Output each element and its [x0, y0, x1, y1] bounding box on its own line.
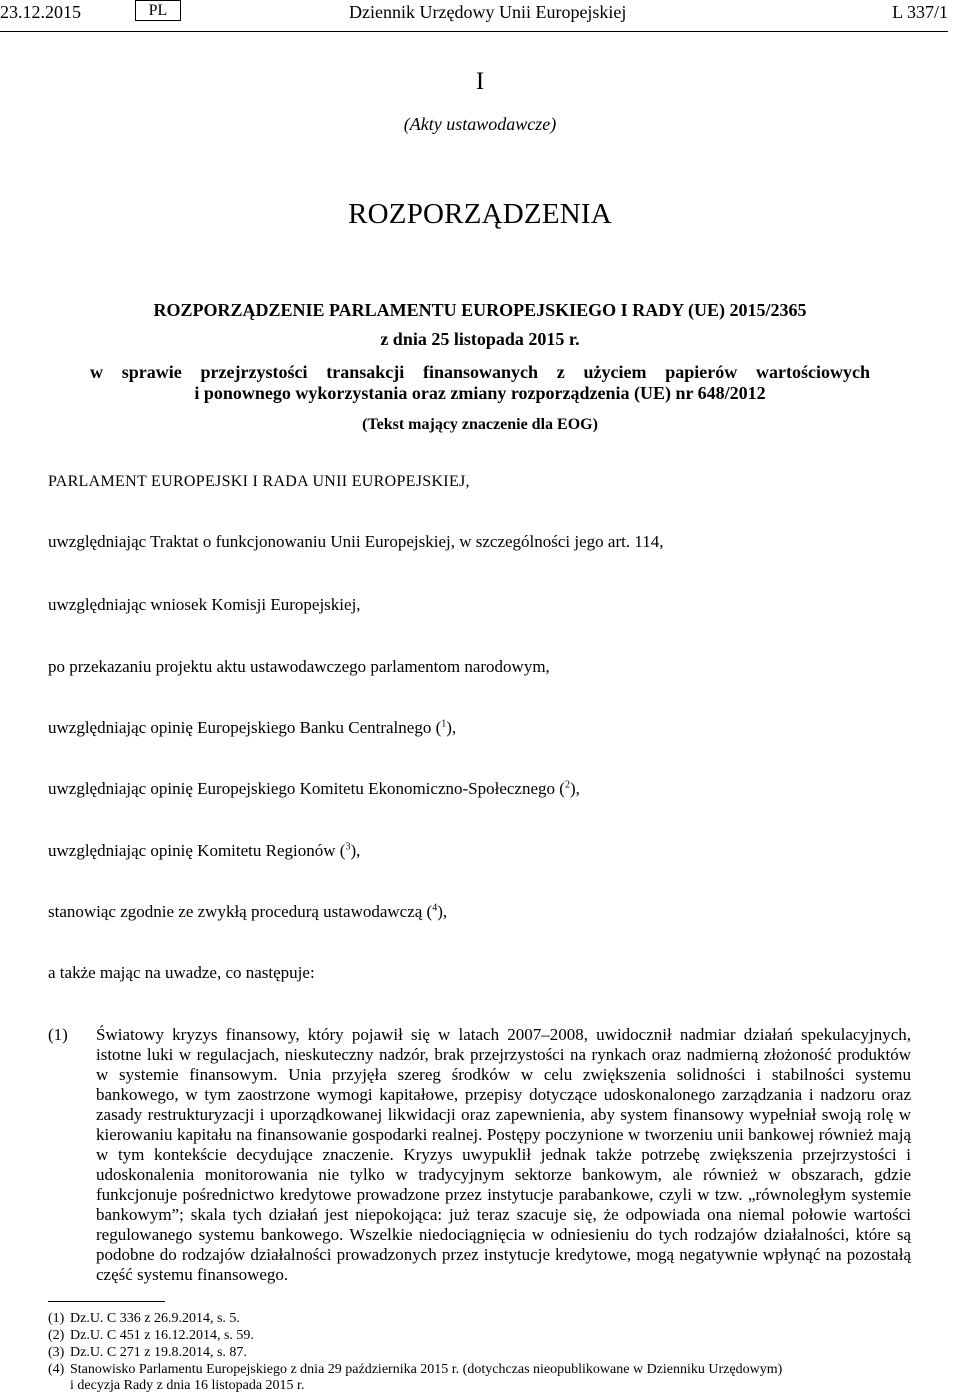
recital-number: (1): [48, 1025, 68, 1044]
preamble-cor-opinion: uwzględniając opinię Komitetu Regionów ($^3$),: [48, 841, 361, 860]
preamble-parliament: PARLAMENT EUROPEJSKI I RADA UNII EUROPEJSKIEJ,: [48, 473, 470, 490]
section-subtitle: (Akty ustawodawcze): [403, 114, 557, 134]
footnote-ref[interactable]: 4: [432, 902, 438, 914]
footnote-3: (3) Dz.U. C 271 z 19.8.2014, s. 87.: [48, 1345, 247, 1360]
footnote-ref[interactable]: 3: [345, 841, 351, 853]
footnote-4-continued: i decyzja Rady z dnia 16 listopada 2015 r.: [70, 1378, 305, 1393]
footnote-4: (4) Stanowisko Parlamentu Europejskiego z dnia 29 października 2015 r. (dotychczas nieopublikowane w Dzienniku Urzędowym): [48, 1362, 783, 1377]
footnote-ref[interactable]: 1: [441, 718, 447, 730]
regulation-subject-line-2: i ponownego wykorzystania oraz zmiany rozporządzenia (UE) nr 648/2012: [194, 383, 766, 403]
section-number: I: [475, 68, 485, 95]
preamble-procedure: stanowiąc zgodnie ze zwykłą procedurą ustawodawczą ($^4$),: [48, 902, 448, 921]
footnote-2: (2) Dz.U. C 451 z 16.12.2014, s. 59.: [48, 1328, 254, 1343]
language-box: PL: [135, 0, 181, 21]
regulation-subject-line-1: w sprawie przejrzystości transakcji finansowanych z użyciem papierów wartościowych: [90, 362, 870, 382]
footnote-1: (1) Dz.U. C 336 z 26.9.2014, s. 5.: [48, 1311, 240, 1326]
regulation-date: z dnia 25 listopada 2015 r.: [380, 329, 580, 349]
journal-title: Dziennik Urzędowy Unii Europejskiej: [349, 2, 627, 22]
preamble-ecb-opinion: uwzględniając opinię Europejskiego Banku Centralnego ($^1$),: [48, 718, 457, 737]
preamble-national-parliaments: po przekazaniu projektu aktu ustawodawczego parlamentom narodowym,: [48, 657, 550, 676]
preamble-eesc-opinion: uwzględniając opinię Europejskiego Komitetu Ekonomiczno-Społecznego ($^2$),: [48, 779, 580, 798]
eea-relevance: (Tekst mający znaczenie dla EOG): [362, 416, 598, 433]
preamble-treaty: uwzględniając Traktat o funkcjonowaniu Unii Europejskiej, w szczególności jego art. 114,: [48, 532, 664, 551]
preamble-proposal: uwzględniając wniosek Komisji Europejskiej,: [48, 595, 361, 614]
section-heading: ROZPORZĄDZENIA: [348, 198, 612, 230]
footnote-divider: [48, 1301, 165, 1302]
preamble-whereas: a także mając na uwadze, co następuje:: [48, 963, 315, 982]
footnote-ref[interactable]: 2: [564, 779, 570, 791]
header-divider: [0, 31, 948, 32]
regulation-title: ROZPORZĄDZENIE PARLAMENTU EUROPEJSKIEGO I RADY (UE) 2015/2365: [153, 300, 807, 320]
header-date: 23.12.2015: [0, 2, 81, 22]
page-reference: L 337/1: [892, 2, 948, 22]
recital-text: Światowy kryzys finansowy, który pojawił się w latach 2007–2008, uwidocznił nadmiar działań spekulacyjnych, istotne luki w regulacjach, nieskuteczny nadzór, brak przejrzystości na rynkach oraz nadmierną złożoność produktów w systemie finansowym. Unia przyjęła szereg środków w celu zwiększenia solidności i stabilności systemu bankowego, w tym zaostrzone wymogi kapitałowe, przepisy dotyczące udoskonalonego zarządzania i nadzoru oraz zasady restrukturyzacji i uporządkowanej likwidacji oraz zapewnienia, aby system finansowy wypełniał swoją rolę w kierowaniu kapitału na finansowanie gospodarki realnej. Postępy poczynione w tworzeniu unii bankowej również mają w tym kontekście decydujące znaczenie. Kryzys uwypuklił jednak także potrzebę zwiększenia przejrzystości i udoskonalenia monitorowania nie tylko w tradycyjnym sektorze bankowym, ale również w obszarach, gdzie funkcjonuje pośrednictwo kredytowe prowadzone przez instytucje parabankowe, czyli w tzw. „równoległym systemie bankowym”; skala tych działań jest niepokojąca: już teraz szacuje się, że odpowiada ona niemal połowie wartości regulowanego systemu bankowego. Wszelkie niedociągnięcia w odniesieniu do tych rodzajów działalności, które są podobne do rodzajów działalności prowadzonych przez instytucje kredytowe, mogą negatywnie wpłynąć na pozostałą część systemu finansowego.: [96, 1025, 911, 1284]
